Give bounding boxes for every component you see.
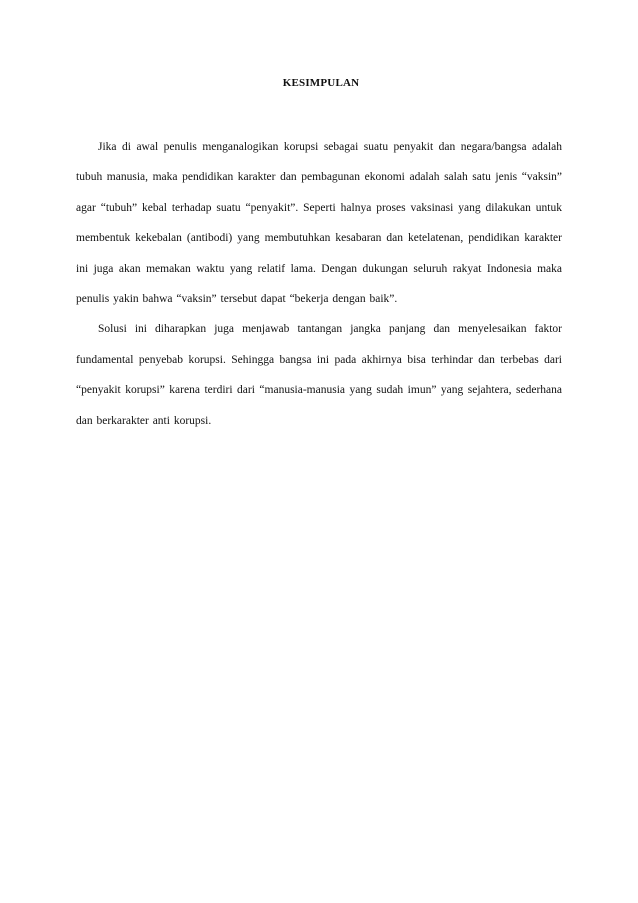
paragraph-2: Solusi ini diharapkan juga menjawab tantangan jangka panjang dan menyelesaikan faktor fundamental penyebab korupsi. Sehingga bangsa ini pada akhirnya bisa terhindar dan terbebas dari “penyakit korupsi” karena terdiri dari “manusia-manusia yang sudah imun” yang sejahtera, sederhana dan berkarakter anti korupsi. — [76, 323, 562, 427]
page-title: KESIMPULAN — [282, 77, 360, 89]
body-text — [76, 132, 562, 436]
paragraph-1: Jika di awal penulis menganalogikan korupsi sebagai suatu penyakit dan negara/bangsa adalah tubuh manusia, maka pendidikan karakter dan pembagunan ekonomi adalah salah satu jenis “vaksin” agar “tubuh” kebal terhadap suatu “penyakit”. Seperti halnya proses vaksinasi yang dilakukan untuk membentuk kekebalan (antibodi) yang membutuhkan kesabaran dan ketelatenan, pendidikan karakter ini juga akan memakan waktu yang relatif lama. Dengan dukungan seluruh rakyat Indonesia maka penulis yakin bahwa “vaksin” tersebut dapat “bekerja dengan baik”. — [76, 141, 562, 306]
